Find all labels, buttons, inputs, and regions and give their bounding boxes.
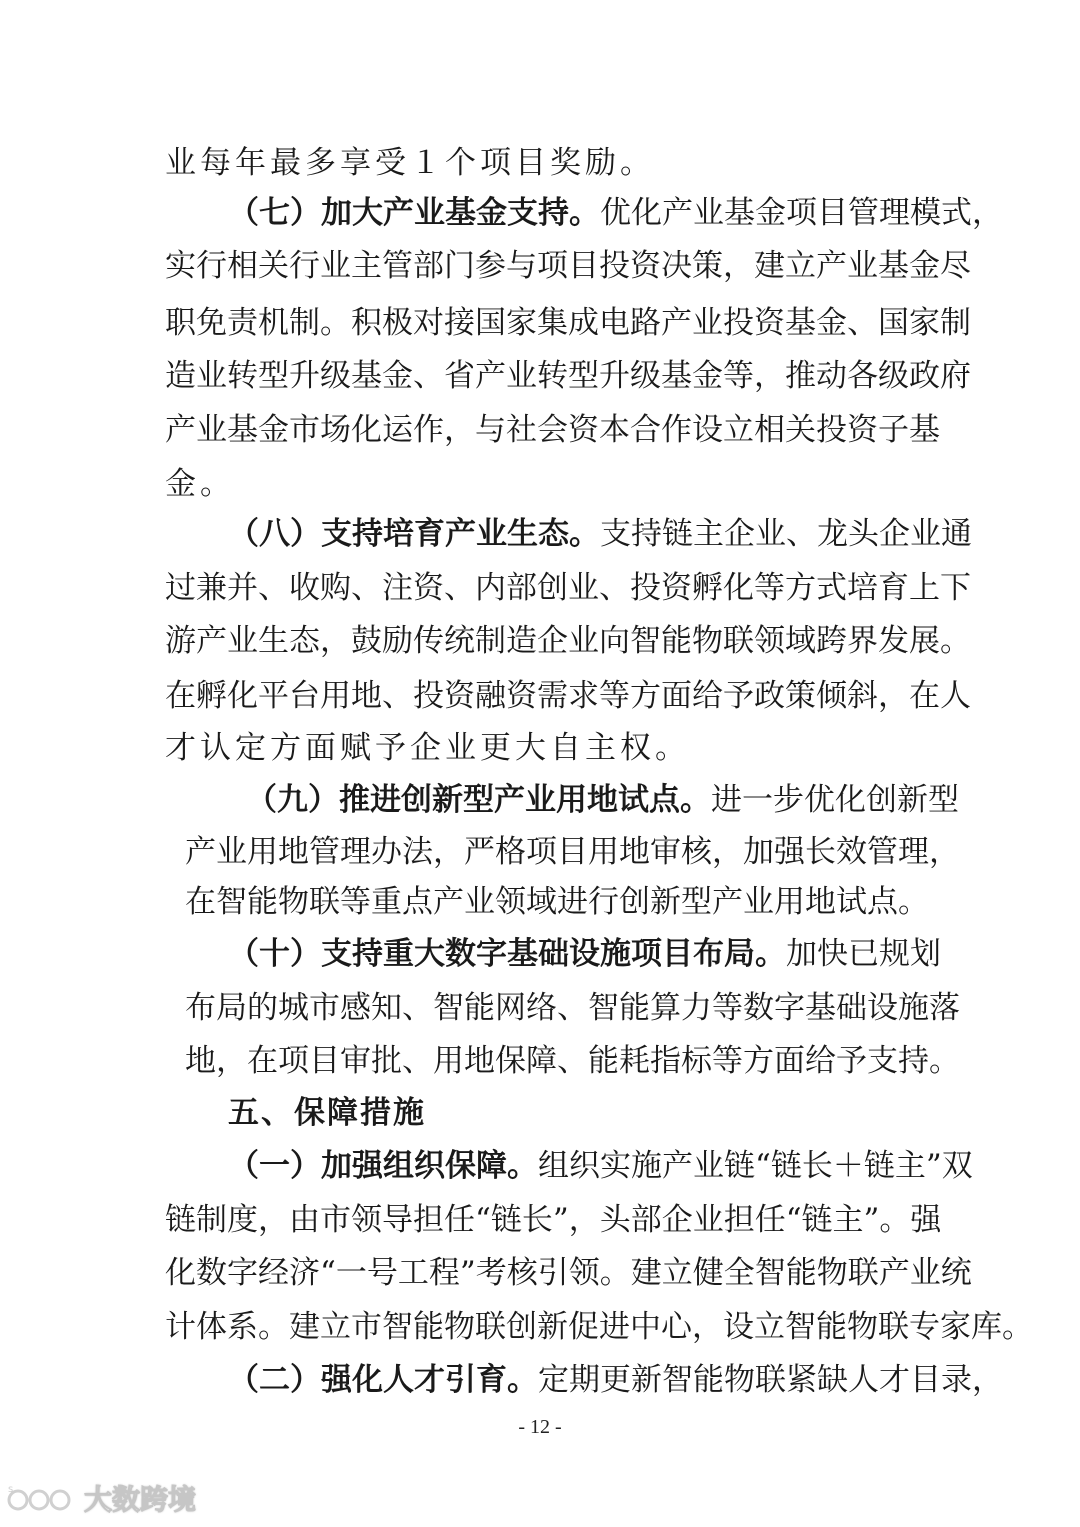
text-line: 产业用地管理办法，严格项目用地审核，加强长效管理， [185, 834, 960, 870]
section-title: （十）支持重大数字基础设施项目布局。 [228, 936, 786, 972]
text-line: 游产业生态，鼓励传统制造企业向智能物联领域跨界发展。 [165, 623, 971, 659]
text-line: 造业转型升级基金、省产业转型升级基金等，推动各级政府 [165, 358, 971, 394]
text-line: 链制度，由市领导担任“链长”，头部企业担任“链主”。强 [165, 1202, 942, 1238]
chapter-heading: 五、保障措施 [228, 1095, 426, 1131]
text-line: （七）加大产业基金支持。优化产业基金项目管理模式， [228, 195, 1003, 231]
section-title: （九）推进创新型产业用地试点。 [246, 782, 711, 818]
text-line: 布局的城市感知、智能网络、智能算力等数字基础设施落 [185, 990, 960, 1026]
text-line: （八）支持培育产业生态。支持链主企业、龙头企业通 [228, 516, 972, 552]
text-line: 化数字经济“一号工程”考核引领。建立健全智能物联产业统 [165, 1255, 972, 1291]
text-line: 金。 [165, 466, 235, 502]
text-line: 在孵化平台用地、投资融资需求等方面给予政策倾斜，在人 [165, 678, 971, 714]
section-title: （一）加强组织保障。 [228, 1148, 538, 1184]
section-title: （七）加大产业基金支持。 [228, 195, 600, 231]
text-line: （一）加强组织保障。组织实施产业链“链长＋链主”双 [228, 1148, 973, 1184]
text-line: 职免责机制。积极对接国家集成电路产业投资基金、国家制 [165, 305, 971, 341]
watermark-text: 大数跨境 [84, 1483, 197, 1516]
text-line: 实行相关行业主管部门参与项目投资决策，建立产业基金尽 [165, 248, 971, 284]
text-line: 业每年最多享受１个项目奖励。 [165, 145, 655, 181]
svg-text:s: s [8, 1484, 14, 1495]
text-line: 才认定方面赋予企业更大自主权。 [165, 730, 690, 766]
text-line: 计体系。建立市智能物联创新促进中心，设立智能物联专家库。 [165, 1309, 1033, 1345]
watermark [6, 1478, 196, 1518]
text-line: （二）强化人才引育。定期更新智能物联紧缺人才目录， [228, 1362, 1003, 1398]
section-title: （八）支持培育产业生态。 [228, 516, 600, 552]
text-line: （九）推进创新型产业用地试点。进一步优化创新型 [246, 782, 959, 818]
page-number: - 12 - [518, 1416, 562, 1438]
sohu-logo-icon [6, 1480, 78, 1516]
text-line: 地，在项目审批、用地保障、能耗指标等方面给予支持。 [185, 1043, 960, 1079]
text-line: 在智能物联等重点产业领域进行创新型产业用地试点。 [185, 884, 929, 920]
section-title: （二）强化人才引育。 [228, 1362, 538, 1398]
text-line: （十）支持重大数字基础设施项目布局。加快已规划 [228, 936, 941, 972]
text-line: 过兼并、收购、注资、内部创业、投资孵化等方式培育上下 [165, 570, 971, 606]
text-line: 产业基金市场化运作，与社会资本合作设立相关投资子基 [165, 412, 940, 448]
